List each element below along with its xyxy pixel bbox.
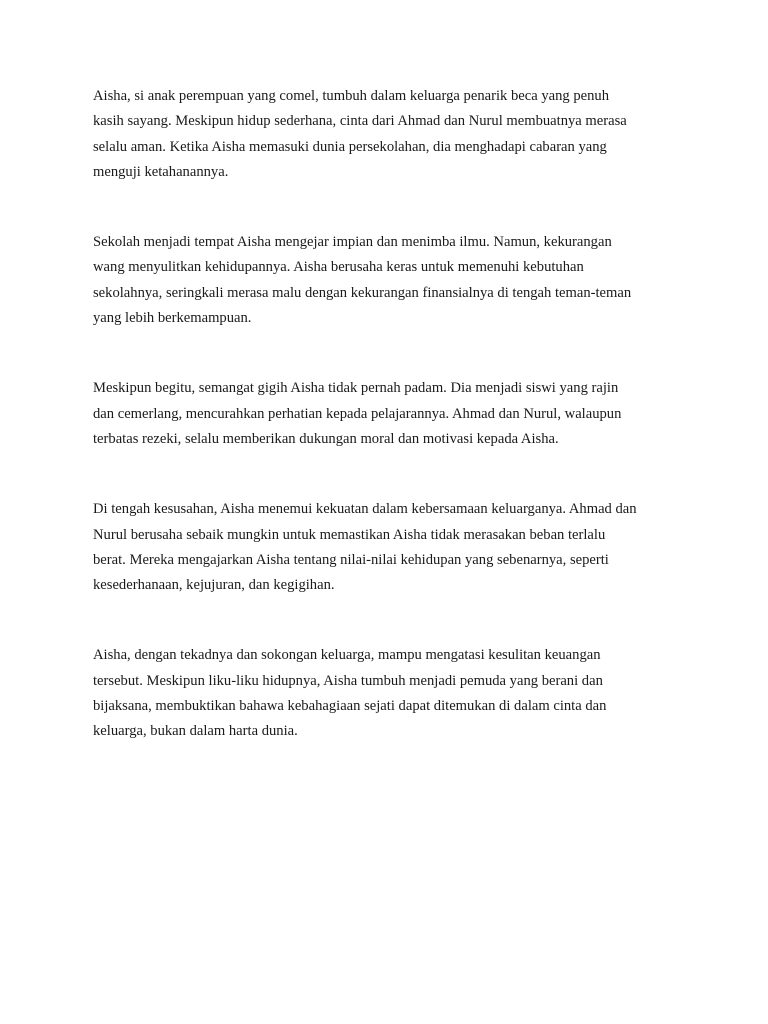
text-line: selalu aman. Ketika Aisha memasuki dunia persekolahan, dia menghadapi cabaran yang (93, 138, 607, 155)
paragraph-2 (93, 230, 693, 331)
text-line: dan cemerlang, mencurahkan perhatian kepada pelajarannya. Ahmad dan Nurul, walaupun (93, 405, 622, 422)
text-line: keluarga, bukan dalam harta dunia. (93, 723, 298, 740)
text-line: Sekolah menjadi tempat Aisha mengejar impian dan menimba ilmu. Namun, kekurangan (93, 234, 612, 251)
paragraph-1 (93, 84, 693, 185)
text-line: tersebut. Meskipun liku-liku hidupnya, Aisha tumbuh menjadi pemuda yang berani dan (93, 672, 603, 689)
document-body (93, 84, 693, 745)
text-line: yang lebih berkemampuan. (93, 310, 252, 327)
text-line: menguji ketahanannya. (93, 163, 229, 180)
text-line: Di tengah kesusahan, Aisha menemui kekuatan dalam kebersamaan keluarganya. Ahmad dan (93, 501, 637, 518)
text-line: berat. Mereka mengajarkan Aisha tentang nilai-nilai kehidupan yang sebenarnya, seperti (93, 551, 609, 568)
text-line: wang menyulitkan kehidupannya. Aisha berusaha keras untuk memenuhi kebutuhan (93, 259, 584, 276)
text-line: kasih sayang. Meskipun hidup sederhana, cinta dari Ahmad dan Nurul membuatnya merasa (93, 113, 627, 130)
text-line: sekolahnya, seringkali merasa malu dengan kekurangan finansialnya di tengah teman-teman (93, 284, 632, 301)
text-line: Meskipun begitu, semangat gigih Aisha tidak pernah padam. Dia menjadi siswi yang rajin (93, 380, 619, 397)
text-line: Aisha, dengan tekadnya dan sokongan keluarga, mampu mengatasi kesulitan keuangan (93, 647, 601, 664)
paragraph-5 (93, 643, 693, 744)
paragraph-4 (93, 497, 693, 598)
text-line: terbatas rezeki, selalu memberikan dukungan moral dan motivasi kepada Aisha. (93, 430, 559, 447)
paragraph-3 (93, 376, 693, 452)
text-line: Nurul berusaha sebaik mungkin untuk memastikan Aisha tidak merasakan beban terlalu (93, 526, 606, 543)
text-line: bijaksana, membuktikan bahawa kebahagiaan sejati dapat ditemukan di dalam cinta dan (93, 698, 607, 715)
text-line: Aisha, si anak perempuan yang comel, tumbuh dalam keluarga penarik beca yang penuh (93, 88, 610, 104)
text-line: kesederhanaan, kejujuran, dan kegigihan. (93, 577, 335, 594)
